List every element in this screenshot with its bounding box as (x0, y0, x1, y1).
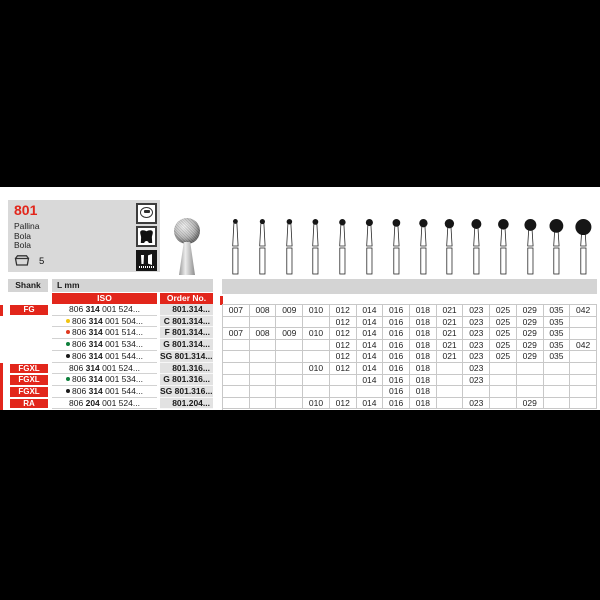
size-cell (570, 375, 597, 387)
size-cell (303, 375, 330, 387)
size-cell: 009 (276, 328, 303, 340)
size-cell: 021 (437, 305, 464, 317)
size-cell: 018 (410, 398, 437, 410)
size-cell (330, 386, 357, 398)
lmm-column-header: L mm (52, 279, 213, 292)
size-cell: 025 (490, 317, 517, 329)
size-cell (250, 340, 277, 352)
size-cell: 025 (490, 305, 517, 317)
size-cell (517, 375, 544, 387)
product-info-box (8, 200, 160, 272)
size-cell: 014 (357, 305, 384, 317)
grit-dot-black (66, 354, 70, 358)
size-cell (490, 363, 517, 375)
size-cell (276, 398, 303, 410)
size-cell: 035 (544, 351, 571, 363)
size-cell: 009 (276, 305, 303, 317)
size-cell: 025 (490, 351, 517, 363)
size-cell (223, 340, 250, 352)
size-cell: 035 (544, 305, 571, 317)
product-name-it: Pallina (14, 221, 40, 231)
order-no-cell: G 801.314... (160, 339, 213, 351)
iso-cell: 806 314 001 524... (52, 363, 157, 375)
grit-dot-black (66, 389, 70, 393)
bur-silhouette (517, 215, 544, 277)
order-no-cell: 801.314... (160, 304, 213, 316)
order-no-cell: SG 801.316... (160, 386, 213, 397)
size-cell (544, 363, 571, 375)
size-cell (437, 375, 464, 387)
size-cell: 014 (357, 375, 384, 387)
bur-silhouette (356, 215, 383, 277)
size-cell: 012 (330, 351, 357, 363)
bur-silhouette (410, 215, 437, 277)
order-no-cell: F 801.314... (160, 327, 213, 339)
size-cell: 016 (383, 305, 410, 317)
order-no-cell: SG 801.314... (160, 350, 213, 361)
size-cell (544, 386, 571, 398)
size-cell: 014 (357, 328, 384, 340)
size-cell (303, 340, 330, 352)
size-cell: 021 (437, 328, 464, 340)
size-cell: 023 (463, 375, 490, 387)
size-cell (570, 317, 597, 329)
instrument-glyph-small (141, 255, 144, 264)
size-cell (544, 375, 571, 387)
size-cell: 018 (410, 340, 437, 352)
size-cell (276, 363, 303, 375)
tooth-icon (136, 226, 157, 247)
size-cell (250, 375, 277, 387)
bur-silhouette (249, 215, 276, 277)
size-cell (250, 386, 277, 398)
order-no-cell: G 801.316... (160, 374, 213, 386)
bur-silhouette (436, 215, 463, 277)
size-cell: 016 (383, 351, 410, 363)
size-area-header-band (222, 279, 597, 294)
grit-dot-green (66, 342, 70, 346)
product-number: 801 (14, 202, 38, 218)
product-name-es: Bola (14, 230, 32, 241)
iso-cell: 806 314 001 504... (52, 316, 157, 328)
order-column-header: Order No. (160, 293, 213, 304)
size-cell: 029 (517, 351, 544, 363)
size-cell (570, 398, 597, 410)
grit-dot-red (66, 330, 70, 334)
size-cell (276, 375, 303, 387)
size-cell (223, 375, 250, 387)
iso-cell: 806 314 001 514... (52, 327, 157, 339)
instrument-glyph-large (148, 254, 152, 265)
size-cell (250, 363, 277, 375)
iso-cell: 806 314 001 534... (52, 374, 157, 386)
size-cell (276, 317, 303, 329)
size-cell: 010 (303, 363, 330, 375)
size-cell: 016 (383, 363, 410, 375)
size-cell (276, 340, 303, 352)
bur-silhouette (383, 215, 410, 277)
size-cell: 035 (544, 340, 571, 352)
bur-silhouette (276, 215, 303, 277)
size-cell: 023 (463, 363, 490, 375)
size-cell: 016 (383, 398, 410, 410)
size-cell (223, 398, 250, 410)
size-cell (517, 363, 544, 375)
size-cell (276, 386, 303, 398)
size-cell: 014 (357, 340, 384, 352)
size-cell (437, 363, 464, 375)
bur-silhouette (302, 215, 329, 277)
size-cell: 010 (303, 398, 330, 410)
size-cell: 029 (517, 398, 544, 410)
size-cell: 035 (544, 328, 571, 340)
instruments-icon (136, 250, 157, 271)
size-cell (544, 398, 571, 410)
size-cell: 018 (410, 317, 437, 329)
product-name-list (14, 222, 40, 251)
size-cell (570, 386, 597, 398)
order-no-cell: C 801.314... (160, 316, 213, 328)
package-icon (13, 254, 31, 271)
shank-cell: RA (10, 399, 48, 409)
shank-column-header: Shank (8, 279, 48, 292)
size-cell: 016 (383, 386, 410, 398)
iso-cell: 806 204 001 524... (52, 398, 157, 410)
size-cell: 021 (437, 317, 464, 329)
size-cell (303, 351, 330, 363)
size-cell: 014 (357, 351, 384, 363)
size-cell: 012 (330, 363, 357, 375)
size-cell: 012 (330, 317, 357, 329)
size-cell: 012 (330, 305, 357, 317)
bur-photo (170, 216, 206, 276)
size-cell: 014 (357, 363, 384, 375)
size-cell: 023 (463, 305, 490, 317)
size-cell: 014 (357, 398, 384, 410)
shank-cell: FGXL (10, 375, 48, 385)
size-cell (250, 351, 277, 363)
page-content (0, 187, 600, 410)
size-cell (570, 328, 597, 340)
size-cell: 018 (410, 375, 437, 387)
size-cell: 016 (383, 340, 410, 352)
size-cell (570, 363, 597, 375)
size-cell: 018 (410, 386, 437, 398)
size-cell (437, 386, 464, 398)
size-cell: 007 (223, 305, 250, 317)
size-cell: 023 (463, 340, 490, 352)
bur-photo-head (174, 218, 200, 244)
bur-silhouette (463, 215, 490, 277)
size-cell: 018 (410, 351, 437, 363)
size-cell (357, 386, 384, 398)
size-cell: 016 (383, 375, 410, 387)
bur-silhouette (490, 215, 517, 277)
size-cell (223, 351, 250, 363)
bur-silhouette (222, 215, 249, 277)
size-cell: 016 (383, 328, 410, 340)
speed-limit-icon (136, 203, 157, 224)
size-cell: 021 (437, 340, 464, 352)
size-cell: 023 (463, 317, 490, 329)
size-cell: 035 (544, 317, 571, 329)
size-cell (437, 398, 464, 410)
size-cell (490, 386, 517, 398)
size-cell: 042 (570, 340, 597, 352)
size-cell (570, 351, 597, 363)
product-name-pt: Bola (14, 240, 32, 250)
size-cell: 012 (330, 398, 357, 410)
size-cell (250, 398, 277, 410)
size-cell (303, 386, 330, 398)
size-cell: 008 (250, 328, 277, 340)
package-info (13, 254, 45, 268)
speed-dial-glyph (140, 207, 153, 218)
shank-cell: FGXL (10, 364, 48, 374)
order-no-cell: 801.316... (160, 363, 213, 375)
size-cell: 025 (490, 328, 517, 340)
package-quantity: 5 (39, 256, 45, 267)
iso-column-header: ISO (52, 293, 157, 304)
size-grid (222, 304, 597, 410)
size-cell: 018 (410, 328, 437, 340)
size-cell: 018 (410, 363, 437, 375)
size-cell (303, 317, 330, 329)
size-cell (223, 363, 250, 375)
bur-silhouette (329, 215, 356, 277)
size-cell: 023 (463, 398, 490, 410)
size-cell (223, 317, 250, 329)
bur-photo-shank (179, 242, 195, 275)
size-cell: 010 (303, 305, 330, 317)
size-cell (463, 386, 490, 398)
size-cell: 012 (330, 340, 357, 352)
shank-cell: FGXL (10, 387, 48, 397)
size-cell: 018 (410, 305, 437, 317)
size-cell: 016 (383, 317, 410, 329)
size-cell: 029 (517, 317, 544, 329)
size-cell: 023 (463, 351, 490, 363)
size-cell: 029 (517, 340, 544, 352)
size-cell: 007 (223, 328, 250, 340)
size-cell: 010 (303, 328, 330, 340)
size-cell: 042 (570, 305, 597, 317)
size-cell: 029 (517, 305, 544, 317)
size-cell (490, 375, 517, 387)
bur-silhouette (570, 215, 597, 277)
size-cell: 014 (357, 317, 384, 329)
size-cell: 025 (490, 340, 517, 352)
size-cell: 029 (517, 328, 544, 340)
grit-dot-green (66, 377, 70, 381)
bur-silhouette-row (222, 215, 597, 277)
size-cell (490, 398, 517, 410)
iso-cell: 806 314 001 544... (52, 351, 157, 363)
size-cell (276, 351, 303, 363)
size-cell (330, 375, 357, 387)
size-cell (250, 317, 277, 329)
size-cell: 012 (330, 328, 357, 340)
instruments-microtext (139, 266, 154, 268)
size-cell: 021 (437, 351, 464, 363)
size-cell: 008 (250, 305, 277, 317)
iso-cell: 806 314 001 544... (52, 386, 157, 398)
size-cell (223, 386, 250, 398)
grit-dot-yellow (66, 319, 70, 323)
bur-silhouette (543, 215, 570, 277)
shank-cell: FG (10, 305, 48, 315)
iso-cell: 806 314 001 524... (52, 304, 157, 316)
iso-cell: 806 314 001 534... (52, 339, 157, 351)
size-cell: 023 (463, 328, 490, 340)
size-cell (517, 386, 544, 398)
order-no-cell: 801.204... (160, 398, 213, 410)
